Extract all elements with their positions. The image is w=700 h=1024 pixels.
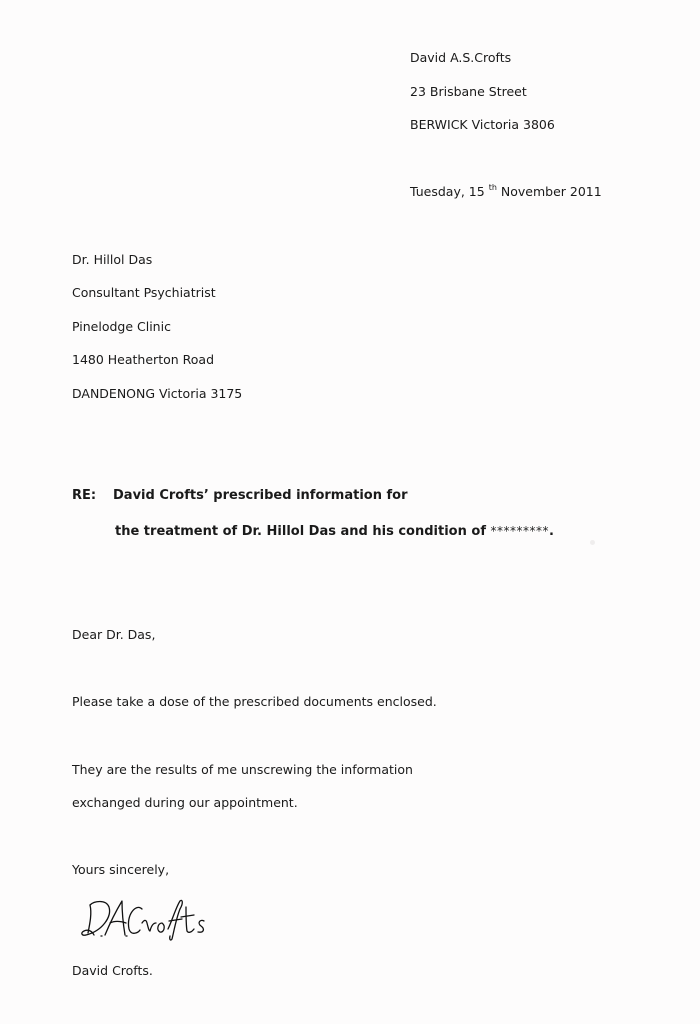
recipient-name: Dr. Hillol Das bbox=[72, 252, 153, 267]
subject-line-1: David Crofts’ prescribed information for bbox=[113, 488, 408, 503]
date-ordinal-suffix: th bbox=[488, 182, 497, 192]
sender-street: 23 Brisbane Street bbox=[410, 84, 527, 99]
subject-line-2 bbox=[115, 523, 554, 540]
recipient-locality: DANDENONG Victoria 3175 bbox=[72, 386, 243, 401]
signature-printed-name: David Crofts. bbox=[72, 963, 153, 978]
body-paragraph-2-line-1: They are the results of me unscrewing the information bbox=[72, 762, 413, 777]
date-prefix: Tuesday, 15 bbox=[410, 184, 489, 199]
subject-line-2-text: the treatment of Dr. Hillol Das and his condition of bbox=[115, 524, 491, 539]
letter-date bbox=[410, 184, 602, 200]
scan-speck bbox=[590, 540, 595, 545]
body-paragraph-2-line-2: exchanged during our appointment. bbox=[72, 795, 298, 810]
handwritten-signature bbox=[76, 893, 246, 943]
sender-locality: BERWICK Victoria 3806 bbox=[410, 117, 555, 132]
sender-name: David A.S.Crofts bbox=[410, 50, 512, 65]
salutation: Dear Dr. Das, bbox=[72, 627, 156, 642]
subject-redacted-condition: ********* bbox=[490, 524, 549, 538]
recipient-title: Consultant Psychiatrist bbox=[72, 285, 216, 300]
subject-label: RE: bbox=[72, 488, 97, 503]
body-paragraph-1: Please take a dose of the prescribed documents enclosed. bbox=[72, 694, 437, 709]
closing: Yours sincerely, bbox=[72, 862, 170, 877]
recipient-organization: Pinelodge Clinic bbox=[72, 319, 171, 334]
recipient-street: 1480 Heatherton Road bbox=[72, 352, 214, 367]
date-rest: November 2011 bbox=[496, 184, 602, 199]
subject-end-period: . bbox=[549, 524, 554, 539]
